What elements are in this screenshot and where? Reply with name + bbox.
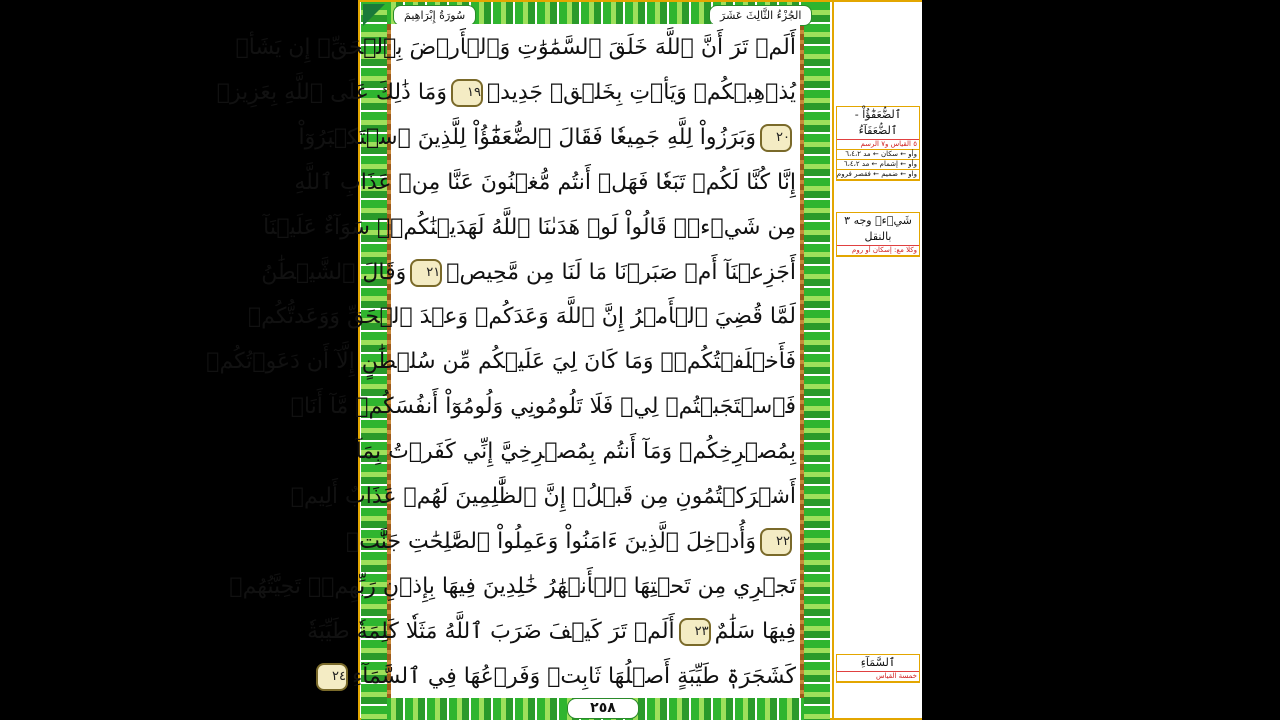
page-number: ٢٥٨ bbox=[567, 698, 639, 719]
margin-notes-panel bbox=[832, 2, 922, 718]
verse-line bbox=[331, 653, 800, 701]
ayah-number-marker: ٢١ bbox=[410, 259, 442, 287]
margin-note-heading: ٱلسَّمَآءِ bbox=[837, 655, 919, 672]
juz-name-label: الجُزْءُ الثَّالِثَ عَشَرَ bbox=[709, 5, 812, 26]
verse-text: مِن شَيۡءٖۚ قَالُواْ لَوۡ هَدَىٰنَا ٱللَّهُ لَهَدَيۡنَٰكُمۡۖ سَوَآءٌ عَلَيۡنَآ bbox=[263, 214, 796, 240]
verse-text: وَأُدۡخِلَ ٱلَّذِينَ ءَامَنُواْ وَعَمِلُواْ ٱلصَّٰلِحَٰتِ جَنَّٰتٖ bbox=[346, 528, 756, 554]
verse-line bbox=[216, 69, 800, 117]
verse-line bbox=[263, 204, 800, 252]
verse-text: أَجَزِعۡنَآ أَمۡ صَبَرۡنَا مَا لَنَا مِن مَّحِيصٖ bbox=[446, 259, 796, 285]
verse-line bbox=[206, 338, 800, 386]
margin-note-duafa bbox=[836, 106, 920, 181]
verse-text: فَٱسۡتَجَبۡتُمۡ لِيۖ فَلَا تَلُومُونِي وَلُومُوٓاْ أَنفُسَكُمۖ مَّآ أَنَا۠ bbox=[290, 394, 796, 420]
verse-line bbox=[247, 293, 800, 341]
margin-note-heading: شَيۡءٖ وجه ٣ بالنقل bbox=[837, 213, 919, 246]
margin-note-row: واو ← ضميم ← فقصر فروم bbox=[836, 170, 917, 178]
ayah-number-marker: ٢٢ bbox=[760, 528, 792, 556]
verse-line bbox=[290, 383, 800, 431]
mushaf-page bbox=[206, 0, 922, 720]
margin-note-row: خمسة القياس bbox=[837, 672, 919, 682]
corner-ornament bbox=[363, 4, 385, 26]
verse-line bbox=[290, 473, 800, 521]
surah-name-label: سُورَةُ إِبْرَاهِيمَ bbox=[393, 5, 476, 26]
verse-line bbox=[307, 608, 800, 656]
verse-text: وَمَا ذَٰلِكَ عَلَى ٱللَّهِ بِعَزِيزٖ bbox=[216, 79, 447, 105]
verse-text: أَشۡرَكۡتُمُونِ مِن قَبۡلُۗ إِنَّ ٱلظَّٰلِمِينَ لَهُمۡ عَذَابٌ أَلِيمٞ bbox=[290, 484, 796, 509]
margin-note-heading: ٱلضُّعَفَٰٓؤُاْ - ٱلضُّعَفَآءُ bbox=[837, 107, 919, 140]
margin-note-row: وأو ← سكان ← مد ٦،٤،٢ bbox=[837, 150, 919, 160]
verse-text: فِيهَا سَلَٰمٌ bbox=[714, 618, 796, 644]
frame-border-right bbox=[804, 2, 830, 720]
verse-line bbox=[298, 114, 800, 162]
margin-note-row: ٥ القياس و٧ الرسم bbox=[837, 140, 919, 150]
ayah-number-marker: ١٩ bbox=[451, 79, 483, 107]
verse-text: يُذۡهِبۡكُمۡ وَيَأۡتِ بِخَلۡقٖ جَدِيدٖ bbox=[486, 79, 796, 105]
verse-text: كَشَجَرَةٖ طَيِّبَةٍ أَصۡلُهَا ثَابِتٞ وَفَرۡعُهَا فِي ٱلسَّمَآءِ bbox=[351, 663, 796, 689]
verse-text: لَمَّا قُضِيَ ٱلۡأَمۡرُ إِنَّ ٱللَّهَ وَعَدَكُمۡ وَعۡدَ ٱلۡحَقِّ وَوَعَدتُّكُمۡ bbox=[247, 304, 796, 330]
margin-note-row: وأو ← إشمام ← مد ٦،٤،٢ bbox=[837, 160, 919, 170]
verse-text: وَقَالَ ٱلشَّيۡطَٰنُ bbox=[261, 259, 407, 285]
verse-text: فَأَخۡلَفۡتُكُمۡۖ وَمَا كَانَ لِيَ عَلَيۡكُم مِّن سُلۡطَٰنٍ إِلَّآ أَن دَعَوۡتُكُمۡ bbox=[206, 349, 796, 375]
verse-text: أَلَمۡ تَرَ أَنَّ ٱللَّهَ خَلَقَ ٱلسَّمَٰوَٰتِ وَٱلۡأَرۡضَ بِٱلۡحَقِّۚ إِن يَشَأۡ bbox=[235, 35, 796, 60]
verse-line bbox=[294, 159, 800, 207]
verse-line bbox=[229, 563, 800, 611]
verse-text: إِنَّا كُنَّا لَكُمۡ تَبَعٗا فَهَلۡ أَنتُم مُّغۡنُونَ عَنَّا مِنۡ عَذَابِ ٱللَّهِ bbox=[294, 169, 796, 195]
verse-line bbox=[355, 428, 800, 476]
decorative-frame bbox=[206, 2, 830, 720]
ayah-number-marker: ٢٠ bbox=[760, 124, 792, 152]
verse-text-area bbox=[206, 24, 800, 698]
verse-text: تَجۡرِي مِن تَحۡتِهَا ٱلۡأَنۡهَٰرُ خَٰلِدِينَ فِيهَا بِإِذۡنِ رَبِّهِمۡۖ تَحِيَّتُهُمۡ bbox=[229, 573, 796, 599]
ayah-number-marker: ٢٣ bbox=[679, 618, 711, 646]
margin-note-shay bbox=[836, 212, 920, 257]
verse-line bbox=[235, 24, 800, 72]
verse-line bbox=[346, 518, 800, 566]
ayah-number-marker: ٢٤ bbox=[316, 663, 348, 691]
verse-text: أَلَمۡ تَرَ كَيۡفَ ضَرَبَ ٱللَّهُ مَثَلٗا كَلِمَةٗ طَيِّبَةٗ bbox=[307, 618, 675, 644]
verse-text: وَبَرَزُواْ لِلَّهِ جَمِيعٗا فَقَالَ ٱلضُّعَفَٰٓؤُاْ لِلَّذِينَ ٱسۡتَكۡبَرُوٓاْ bbox=[298, 124, 756, 150]
verse-line bbox=[261, 249, 800, 297]
margin-note-row: وكلا مع: إسكان أو روم bbox=[837, 246, 919, 256]
vine-right bbox=[800, 24, 804, 698]
margin-note-samaa bbox=[836, 654, 920, 683]
verse-text: بِمُصۡرِخِكُمۡ وَمَآ أَنتُم بِمُصۡرِخِيَّ إِنِّي كَفَرۡتُ بِمَآ bbox=[355, 439, 796, 465]
